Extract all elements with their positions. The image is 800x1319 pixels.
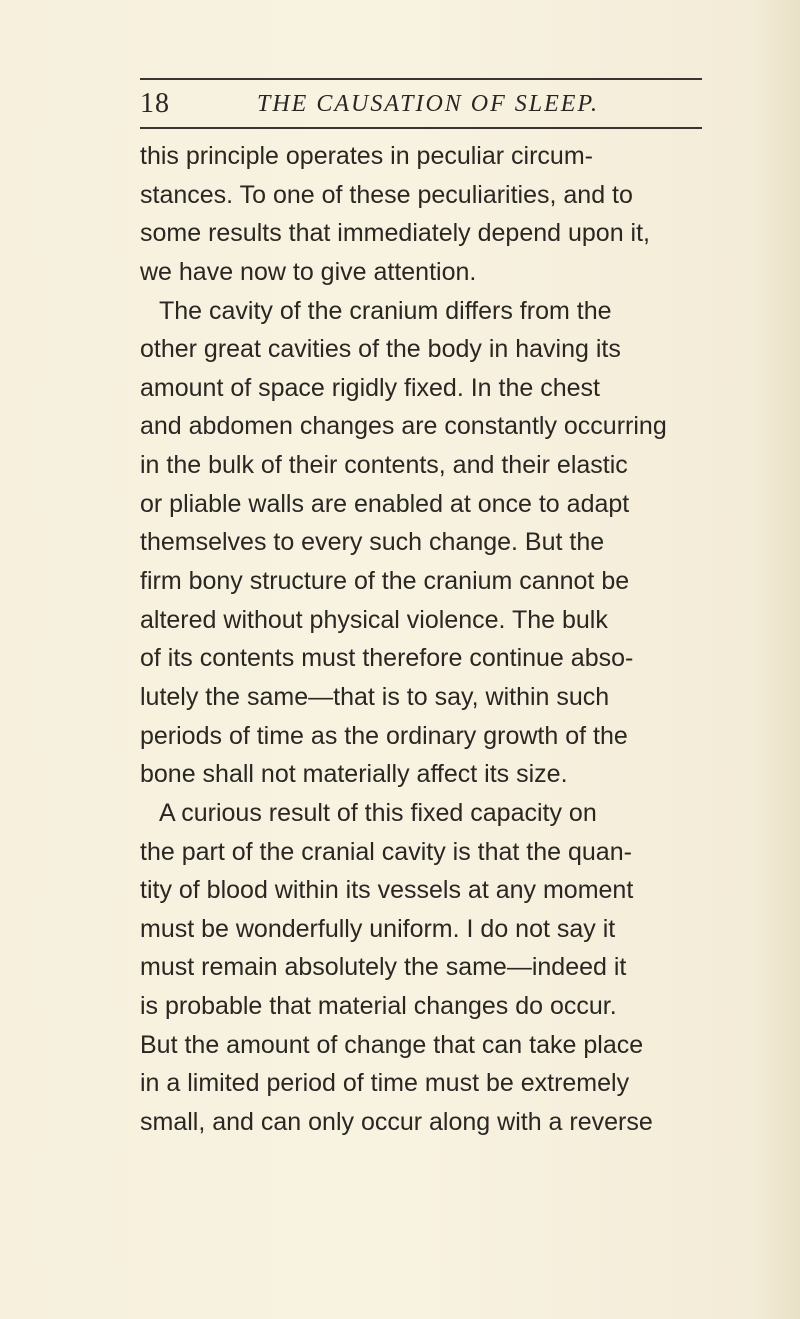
text-line: or pliable walls are enabled at once to adapt bbox=[140, 489, 630, 518]
header-rule-bottom bbox=[140, 127, 702, 129]
running-title: THE CAUSATION OF SLEEP. bbox=[257, 91, 600, 117]
text-line: of its contents must therefore continue abso- bbox=[140, 644, 634, 673]
text-line: must remain absolutely the same—indeed it bbox=[140, 953, 627, 982]
running-header bbox=[140, 86, 700, 122]
text-line: themselves to every such change. But the bbox=[140, 528, 605, 557]
text-line: and abdomen changes are constantly occurring bbox=[140, 412, 667, 441]
text-line: lutely the same—that is to say, within such bbox=[140, 682, 610, 711]
text-line: must be wonderfully uniform. I do not say it bbox=[140, 914, 616, 943]
text-line: tity of blood within its vessels at any moment bbox=[140, 876, 634, 905]
text-line: The cavity of the cranium differs from the bbox=[159, 296, 612, 325]
text-line: But the amount of change that can take place bbox=[140, 1030, 644, 1059]
text-line: A curious result of this fixed capacity on bbox=[159, 798, 597, 827]
text-line: in a limited period of time must be extremely bbox=[140, 1069, 630, 1098]
text-line: stances. To one of these peculiarities, and to bbox=[140, 180, 633, 209]
text-line: small, and can only occur along with a reverse bbox=[140, 1108, 653, 1137]
text-line: we have now to give attention. bbox=[140, 257, 477, 286]
text-line: this principle operates in peculiar circum- bbox=[140, 142, 593, 170]
text-line: other great cavities of the body in having its bbox=[140, 335, 621, 364]
header-rule-top bbox=[140, 78, 702, 80]
text-line: firm bony structure of the cranium cannot be bbox=[140, 567, 630, 596]
body-text bbox=[140, 137, 720, 1142]
text-line: bone shall not materially affect its size. bbox=[140, 760, 568, 789]
text-line: some results that immediately depend upon it, bbox=[140, 219, 650, 248]
text-line: altered without physical violence. The bulk bbox=[140, 605, 608, 634]
text-line: in the bulk of their contents, and their elastic bbox=[140, 451, 628, 480]
text-line: the part of the cranial cavity is that the quan- bbox=[140, 837, 632, 866]
text-line: is probable that material changes do occur. bbox=[140, 992, 617, 1021]
text-line: periods of time as the ordinary growth of the bbox=[140, 721, 628, 750]
page-number: 18 bbox=[140, 88, 170, 119]
text-line: amount of space rigidly fixed. In the chest bbox=[140, 373, 600, 402]
